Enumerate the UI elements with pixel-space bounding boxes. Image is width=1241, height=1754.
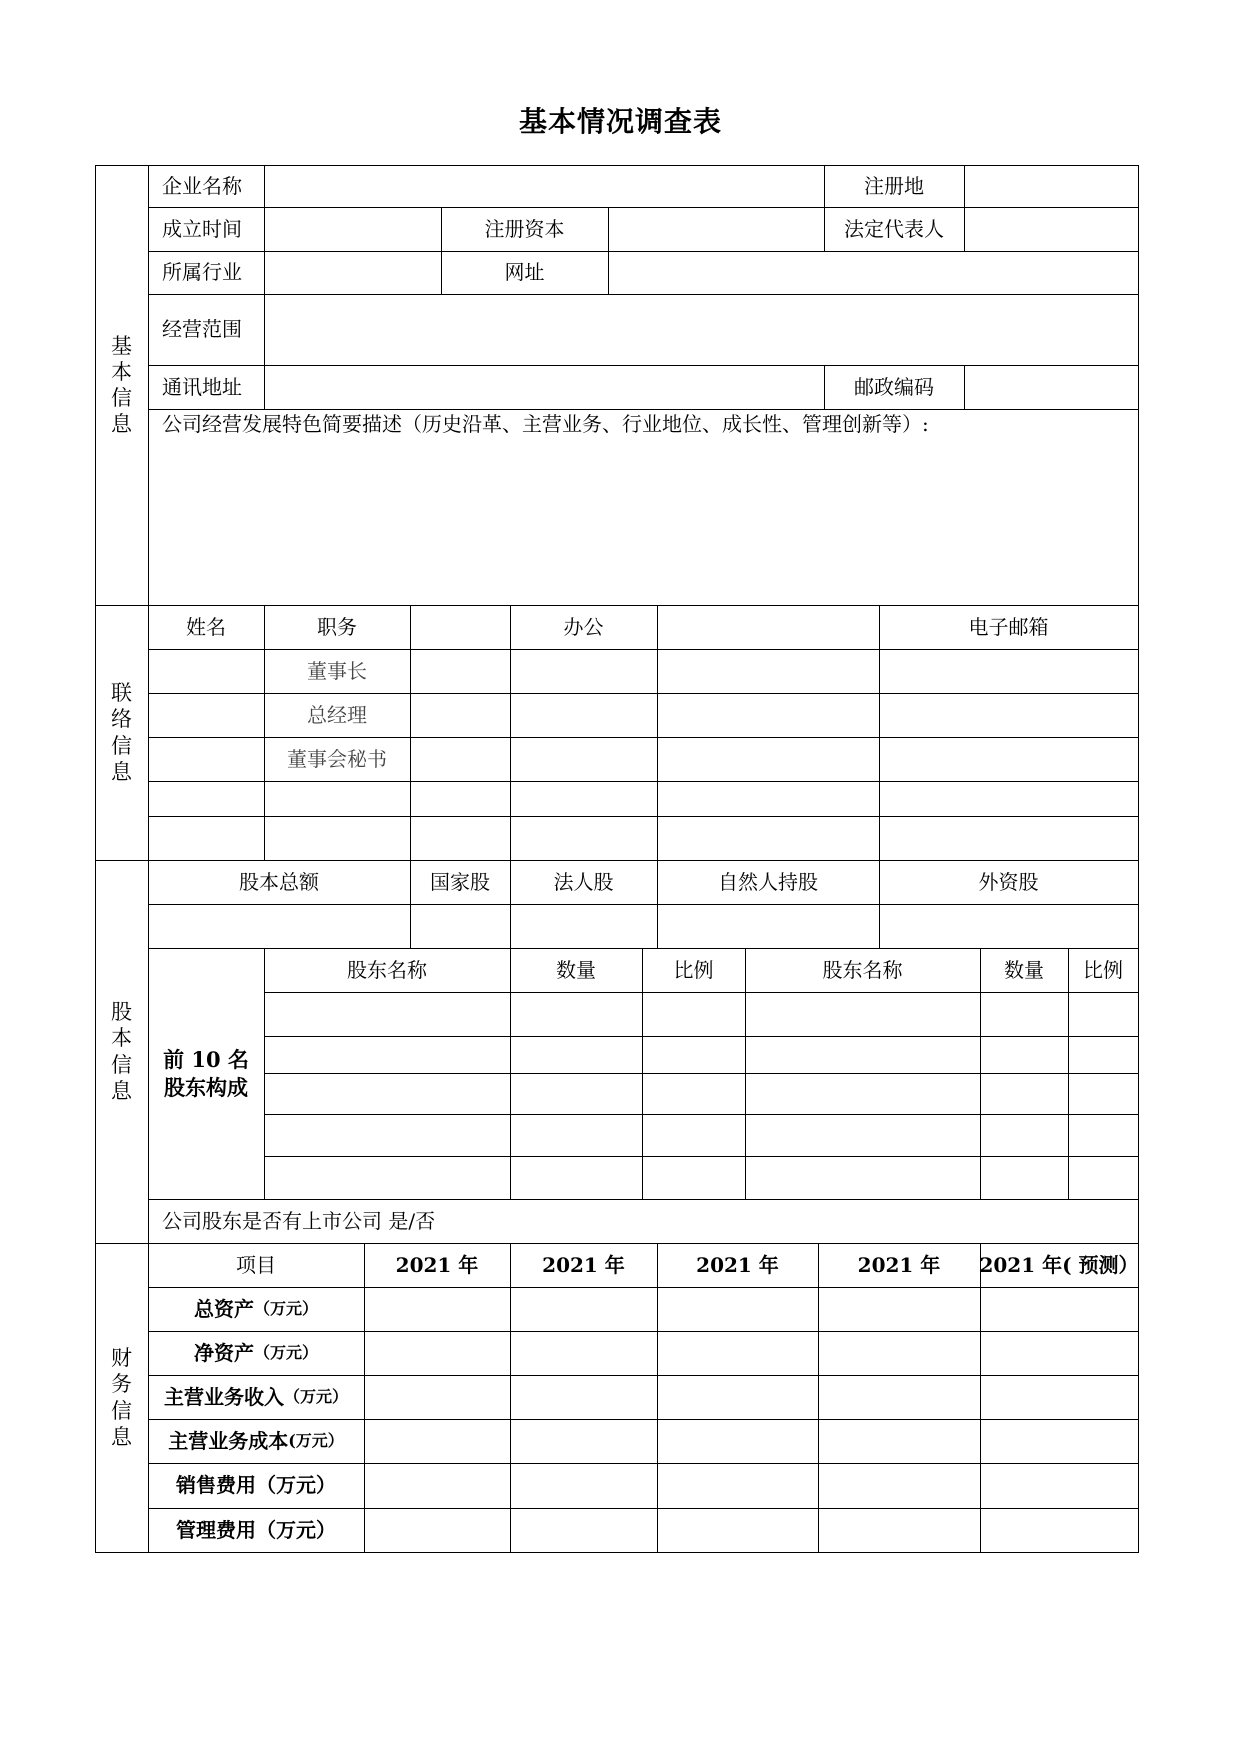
- holder-cell[interactable]: [1068, 1036, 1138, 1073]
- contact-cell[interactable]: [657, 737, 879, 781]
- finance-row-label: [148, 1419, 364, 1463]
- label-company-name: [148, 165, 278, 207]
- header-email: [879, 605, 1138, 649]
- header-year: [818, 1243, 980, 1287]
- holder-cell[interactable]: [510, 1036, 642, 1073]
- holder-cell[interactable]: [264, 1036, 510, 1073]
- label-postcode: [824, 365, 964, 409]
- finance-item-unit: （万元）: [256, 1517, 336, 1542]
- contact-cell[interactable]: [510, 816, 657, 860]
- holder-header-text: 比例: [673, 957, 714, 982]
- holder-cell[interactable]: [1068, 992, 1138, 1036]
- finance-item-unit: (万元）: [288, 1430, 344, 1450]
- contact-cell[interactable]: [657, 781, 879, 816]
- finance-item-name: 总资产: [193, 1296, 254, 1321]
- section-finance-info-char: 息: [111, 1424, 132, 1449]
- finance-item-name: 管理费用: [176, 1517, 256, 1542]
- finance-value-cell[interactable]: [364, 1419, 510, 1463]
- label-description: [148, 409, 1152, 448]
- section-basic-info-char: 基: [111, 333, 132, 358]
- holder-cell[interactable]: [980, 1073, 1068, 1114]
- finance-value-cell[interactable]: [364, 1375, 510, 1419]
- section-finance-info-char: 务: [111, 1372, 132, 1397]
- holder-header-text: 股东名称: [822, 957, 903, 982]
- finance-item-unit: （万元）: [256, 1473, 336, 1497]
- header-office: [510, 605, 657, 649]
- legal-rep-field[interactable]: [964, 207, 1138, 251]
- top10-label-line: 股东构成: [164, 1074, 248, 1100]
- holder-header: [980, 948, 1068, 992]
- section-equity-info-char: 股: [111, 1000, 132, 1024]
- label-reg-place: [824, 165, 964, 207]
- finance-item-name: 主营业务收入: [163, 1384, 284, 1409]
- finance-value-cell[interactable]: [818, 1375, 980, 1419]
- holder-cell[interactable]: [1068, 1073, 1138, 1114]
- label-scope-text: 经营范围: [162, 317, 242, 341]
- share-value-cell[interactable]: [657, 904, 879, 948]
- label-scope: [148, 294, 278, 365]
- finance-value-cell[interactable]: [657, 1287, 818, 1331]
- contact-cell[interactable]: [879, 737, 1138, 781]
- holder-header: [642, 948, 745, 992]
- finance-row-label: [148, 1287, 364, 1331]
- finance-value-cell[interactable]: [980, 1419, 1138, 1463]
- postcode-field[interactable]: [964, 365, 1138, 409]
- contact-cell[interactable]: [879, 693, 1138, 737]
- holder-cell[interactable]: [642, 992, 745, 1036]
- finance-value-cell[interactable]: [510, 1375, 657, 1419]
- finance-item-name: 销售费用: [176, 1473, 256, 1497]
- founded-field[interactable]: [264, 207, 441, 251]
- share-value-cell[interactable]: [410, 904, 510, 948]
- label-description-text: 公司经营发展特色简要描述（历史沿革、主营业务、行业地位、成长性、管理创新等）:: [162, 412, 929, 436]
- finance-item-unit: （万元）: [253, 1342, 318, 1362]
- finance-value-cell[interactable]: [657, 1331, 818, 1375]
- holder-cell[interactable]: [510, 992, 642, 1036]
- grid-line: [95, 1552, 1139, 1553]
- contact-cell[interactable]: [410, 693, 510, 737]
- finance-item-unit: （万元）: [283, 1386, 348, 1406]
- holder-cell[interactable]: [642, 1114, 745, 1156]
- description-field[interactable]: [148, 444, 1138, 605]
- holder-cell[interactable]: [510, 1114, 642, 1156]
- listed-shareholder-question: [148, 1199, 1152, 1243]
- share-value-cell[interactable]: [510, 904, 657, 948]
- section-equity-info: [95, 860, 148, 1243]
- header-year: [980, 1243, 1138, 1287]
- section-finance-info-char: 信: [111, 1398, 132, 1423]
- header-foreign-shares-text: 外资股: [978, 869, 1039, 894]
- finance-value-cell[interactable]: [657, 1508, 818, 1552]
- finance-value-cell[interactable]: [657, 1419, 818, 1463]
- finance-value-cell[interactable]: [364, 1508, 510, 1552]
- holder-cell[interactable]: [510, 1073, 642, 1114]
- holder-cell[interactable]: [745, 1114, 980, 1156]
- scope-field[interactable]: [264, 294, 1138, 365]
- holder-cell[interactable]: [980, 1156, 1068, 1199]
- holder-cell[interactable]: [264, 1114, 510, 1156]
- role-label-text: 总经理: [307, 702, 367, 727]
- holder-header-text: 比例: [1083, 957, 1123, 982]
- holder-cell[interactable]: [745, 1036, 980, 1073]
- holder-cell[interactable]: [642, 1156, 745, 1199]
- contact-cell[interactable]: [879, 649, 1138, 693]
- header-state-shares: [410, 860, 510, 904]
- holder-cell[interactable]: [980, 992, 1068, 1036]
- header-item-text: 项目: [236, 1252, 276, 1277]
- holder-header: [1068, 948, 1138, 992]
- finance-value-cell[interactable]: [364, 1287, 510, 1331]
- header-year-text: 2021 年: [395, 1252, 479, 1277]
- contact-cell[interactable]: [510, 649, 657, 693]
- website-field[interactable]: [608, 251, 1138, 294]
- finance-value-cell[interactable]: [980, 1331, 1138, 1375]
- grid-line: [1138, 165, 1139, 1553]
- address-field[interactable]: [264, 365, 824, 409]
- holder-cell[interactable]: [510, 1156, 642, 1199]
- header-legal-person-shares: [510, 860, 657, 904]
- header-name: [148, 605, 264, 649]
- finance-value-cell[interactable]: [980, 1463, 1138, 1508]
- contact-cell[interactable]: [657, 693, 879, 737]
- section-contact-info-char: 息: [111, 759, 132, 784]
- header-total-shares-text: 股本总额: [239, 869, 319, 894]
- section-equity-info-char: 信: [111, 1052, 132, 1077]
- holder-header: [264, 948, 510, 992]
- finance-value-cell[interactable]: [818, 1287, 980, 1331]
- contact-cell[interactable]: [510, 693, 657, 737]
- section-contact-info-char: 信: [111, 733, 132, 758]
- label-website-text: 网址: [504, 260, 545, 284]
- holder-cell[interactable]: [980, 1114, 1068, 1156]
- finance-value-cell[interactable]: [510, 1287, 657, 1331]
- role-label-text: 董事会秘书: [287, 746, 387, 771]
- contact-cell[interactable]: [879, 816, 1138, 860]
- company-name-field[interactable]: [264, 165, 824, 207]
- finance-value-cell[interactable]: [510, 1419, 657, 1463]
- header-position-text: 职务: [317, 614, 357, 639]
- holder-cell[interactable]: [1068, 1114, 1138, 1156]
- finance-value-cell[interactable]: [818, 1508, 980, 1552]
- section-finance-info: [95, 1243, 148, 1552]
- holder-header: [745, 948, 980, 992]
- contact-cell[interactable]: [148, 816, 264, 860]
- section-basic-info-char: 息: [111, 412, 132, 437]
- header-total-shares: [148, 860, 410, 904]
- section-equity-info-char: 本: [111, 1026, 132, 1051]
- label-legal-rep: [824, 207, 964, 251]
- label-industry-text: 所属行业: [162, 260, 242, 284]
- role-label: [264, 693, 410, 737]
- contact-cell[interactable]: [410, 737, 510, 781]
- finance-value-cell[interactable]: [980, 1287, 1138, 1331]
- label-legal-rep-text: 法定代表人: [844, 216, 944, 241]
- industry-field[interactable]: [264, 251, 441, 294]
- role-label: [264, 737, 410, 781]
- contact-cell[interactable]: [657, 816, 879, 860]
- share-value-cell[interactable]: [879, 904, 1138, 948]
- holder-header: [510, 948, 642, 992]
- label-founded-text: 成立时间: [162, 216, 242, 241]
- section-contact-info: [95, 605, 148, 860]
- header-year-text: 2021 年: [857, 1252, 941, 1277]
- holder-cell[interactable]: [745, 992, 980, 1036]
- section-basic-info-char: 信: [111, 386, 132, 410]
- header-year-text: 2021 年: [696, 1252, 779, 1277]
- finance-value-cell[interactable]: [980, 1375, 1138, 1419]
- finance-value-cell[interactable]: [980, 1508, 1138, 1552]
- finance-value-cell[interactable]: [510, 1508, 657, 1552]
- header-year: [364, 1243, 510, 1287]
- header-year-text: 2021 年: [542, 1252, 625, 1277]
- contact-cell[interactable]: [879, 781, 1138, 816]
- label-reg-capital-text: 注册资本: [484, 216, 565, 241]
- holder-cell[interactable]: [264, 1156, 510, 1199]
- finance-item-name: 净资产: [193, 1340, 254, 1365]
- contact-cell[interactable]: [148, 781, 264, 816]
- header-year: [657, 1243, 818, 1287]
- role-label-text: 董事长: [307, 658, 367, 683]
- finance-item-unit: （万元）: [253, 1298, 318, 1318]
- holder-cell[interactable]: [980, 1036, 1068, 1073]
- finance-row-label: [148, 1463, 364, 1508]
- header-natural-person-shares-text: 自然人持股: [718, 869, 818, 894]
- reg-capital-field[interactable]: [608, 207, 824, 251]
- holder-cell[interactable]: [642, 1073, 745, 1114]
- share-value-cell[interactable]: [148, 904, 410, 948]
- contact-cell[interactable]: [148, 737, 264, 781]
- label-website: [441, 251, 608, 294]
- contact-cell[interactable]: [148, 693, 264, 737]
- listed-shareholder-question-text: 公司股东是否有上市公司 是/否: [162, 1208, 436, 1233]
- contact-cell[interactable]: [510, 737, 657, 781]
- section-finance-info-char: 财: [111, 1346, 132, 1370]
- reg-place-field[interactable]: [964, 165, 1138, 207]
- contact-cell[interactable]: [410, 649, 510, 693]
- role-label: [264, 649, 410, 693]
- header-item: [148, 1243, 364, 1287]
- section-contact-info-char: 络: [111, 707, 132, 732]
- section-contact-info-char: 联: [111, 681, 132, 705]
- header-email-text: 电子邮箱: [968, 614, 1049, 639]
- finance-value-cell[interactable]: [818, 1331, 980, 1375]
- section-equity-info-char: 息: [111, 1078, 132, 1103]
- header-legal-person-shares-text: 法人股: [553, 869, 614, 894]
- finance-row-label: [148, 1375, 364, 1419]
- holder-cell[interactable]: [745, 1156, 980, 1199]
- header-name-text: 姓名: [186, 614, 226, 639]
- holder-cell[interactable]: [642, 1036, 745, 1073]
- label-founded: [148, 207, 278, 251]
- finance-value-cell[interactable]: [657, 1375, 818, 1419]
- header-state-shares-text: 国家股: [430, 869, 490, 894]
- finance-item-name: 主营业务成本: [168, 1428, 289, 1453]
- finance-value-cell[interactable]: [510, 1331, 657, 1375]
- header-natural-person-shares: [657, 860, 879, 904]
- header-office-text: 办公: [563, 614, 604, 639]
- finance-row-label: [148, 1508, 364, 1552]
- label-company-name-text: 企业名称: [162, 173, 242, 198]
- contact-cell[interactable]: [148, 649, 264, 693]
- holder-cell[interactable]: [264, 992, 510, 1036]
- label-industry: [148, 251, 278, 294]
- contact-cell[interactable]: [657, 649, 879, 693]
- holder-header-text: 数量: [1004, 957, 1044, 982]
- header-position: [264, 605, 410, 649]
- header-year-text: 2021 年( 预测）: [979, 1252, 1139, 1277]
- contact-cell[interactable]: [510, 781, 657, 816]
- holder-cell[interactable]: [1068, 1156, 1138, 1199]
- contact-cell[interactable]: [410, 816, 510, 860]
- finance-value-cell[interactable]: [510, 1463, 657, 1508]
- page-title: 基本情况调查表: [518, 105, 722, 138]
- finance-value-cell[interactable]: [818, 1419, 980, 1463]
- section-basic-info: [95, 165, 148, 605]
- header-foreign-shares: [879, 860, 1138, 904]
- label-reg-capital: [441, 207, 608, 251]
- finance-value-cell[interactable]: [364, 1463, 510, 1508]
- holder-header-text: 股东名称: [347, 957, 427, 982]
- label-reg-place-text: 注册地: [864, 173, 924, 198]
- label-address-text: 通讯地址: [162, 374, 242, 399]
- header-year: [510, 1243, 657, 1287]
- holder-cell[interactable]: [745, 1073, 980, 1114]
- holder-cell[interactable]: [264, 1073, 510, 1114]
- label-postcode-text: 邮政编码: [854, 374, 934, 399]
- section-basic-info-char: 本: [111, 359, 132, 384]
- finance-value-cell[interactable]: [818, 1463, 980, 1508]
- contact-cell[interactable]: [410, 781, 510, 816]
- finance-value-cell[interactable]: [657, 1463, 818, 1508]
- holder-header-text: 数量: [556, 957, 596, 982]
- finance-value-cell[interactable]: [364, 1331, 510, 1375]
- top10-shareholders-label: [148, 948, 264, 1199]
- top10-label-line: 前 10 名: [163, 1047, 249, 1073]
- finance-row-label: [148, 1331, 364, 1375]
- label-address: [148, 365, 278, 409]
